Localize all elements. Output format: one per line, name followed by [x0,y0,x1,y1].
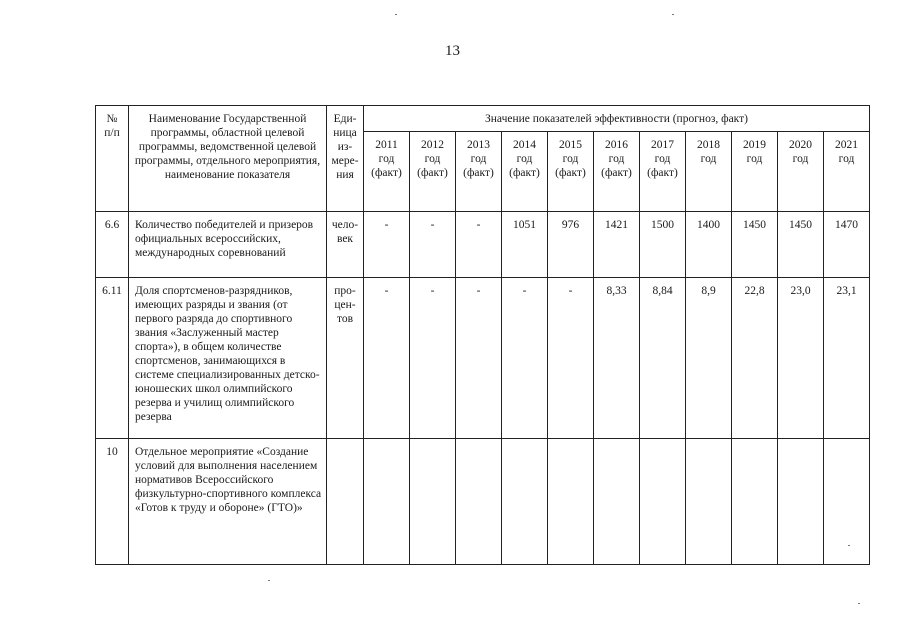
row-value: 1400 [686,212,732,278]
row-value [502,439,548,565]
row-value [640,439,686,565]
row-value: - [456,278,502,439]
row-number: 10 [96,439,129,565]
row-value [778,439,824,565]
header-year: 2020 год [778,132,824,212]
row-value: 22,8 [732,278,778,439]
row-value: 1500 [640,212,686,278]
row-value [594,439,640,565]
header-year: 2011 год (факт) [364,132,410,212]
header-unit: Еди- ница из- мере- ния [327,106,364,212]
row-value: - [502,278,548,439]
header-year: 2018 год [686,132,732,212]
table-row [96,278,870,439]
row-value [364,439,410,565]
row-value [456,439,502,565]
row-value [732,439,778,565]
row-value: - [456,212,502,278]
row-value: 8,84 [640,278,686,439]
row-value: - [364,278,410,439]
page-number: 13 [445,43,460,59]
row-value: 23,1 [824,278,870,439]
row-value: 1450 [732,212,778,278]
row-value: - [410,212,456,278]
row-unit: чело- век [327,212,364,278]
row-value: 1051 [502,212,548,278]
row-value [410,439,456,565]
row-indicator-name: Отдельное мероприятие «Создание условий для выполнения населением нормативов Всероссийского физкультурно-спортивного комплекса «Готов к труду и обороне» (ГТО)» [129,439,327,565]
header-year: 2015 год (факт) [548,132,594,212]
row-value: 1470 [824,212,870,278]
header-year: 2013 год (факт) [456,132,502,212]
row-value: - [364,212,410,278]
header-year: 2021 год [824,132,870,212]
row-number: 6.6 [96,212,129,278]
header-year: 2016 год (факт) [594,132,640,212]
header-number: № п/п [96,106,129,212]
header-year: 2014 год (факт) [502,132,548,212]
row-value: 8,33 [594,278,640,439]
row-value: - [410,278,456,439]
row-value: 976 [548,212,594,278]
header-year: 2019 год [732,132,778,212]
row-number: 6.11 [96,278,129,439]
row-unit [327,439,364,565]
row-value: 23,0 [778,278,824,439]
header-indicator-values: Значение показателей эффективности (прогноз, факт) [364,106,870,132]
row-value [824,439,870,565]
header-name: Наименование Государственной программы, областной целевой программы, ведомственной целевой программы, отдельного мероприятия, наименование показателя [129,106,327,212]
row-value: 1421 [594,212,640,278]
row-value: 8,9 [686,278,732,439]
row-value [548,439,594,565]
row-unit: про- цен- тов [327,278,364,439]
row-value [686,439,732,565]
table-row [96,212,870,278]
performance-indicators-table [95,105,870,565]
header-year: 2012 год (факт) [410,132,456,212]
table-row [96,439,870,565]
row-indicator-name: Количество победителей и призеров официальных всероссийских, международных соревнований [129,212,327,278]
row-value: 1450 [778,212,824,278]
header-year: 2017 год (факт) [640,132,686,212]
row-value: - [548,278,594,439]
row-indicator-name: Доля спортсменов-разрядников, имеющих разряды и звания (от первого разряда до спортивного звания «Заслуженный мастер спорта»), в общем количестве спортсменов, занимающихся в системе специализированных детско-юношеских школ олимпийского резерва и училищ олимпийского резерва [129,278,327,439]
